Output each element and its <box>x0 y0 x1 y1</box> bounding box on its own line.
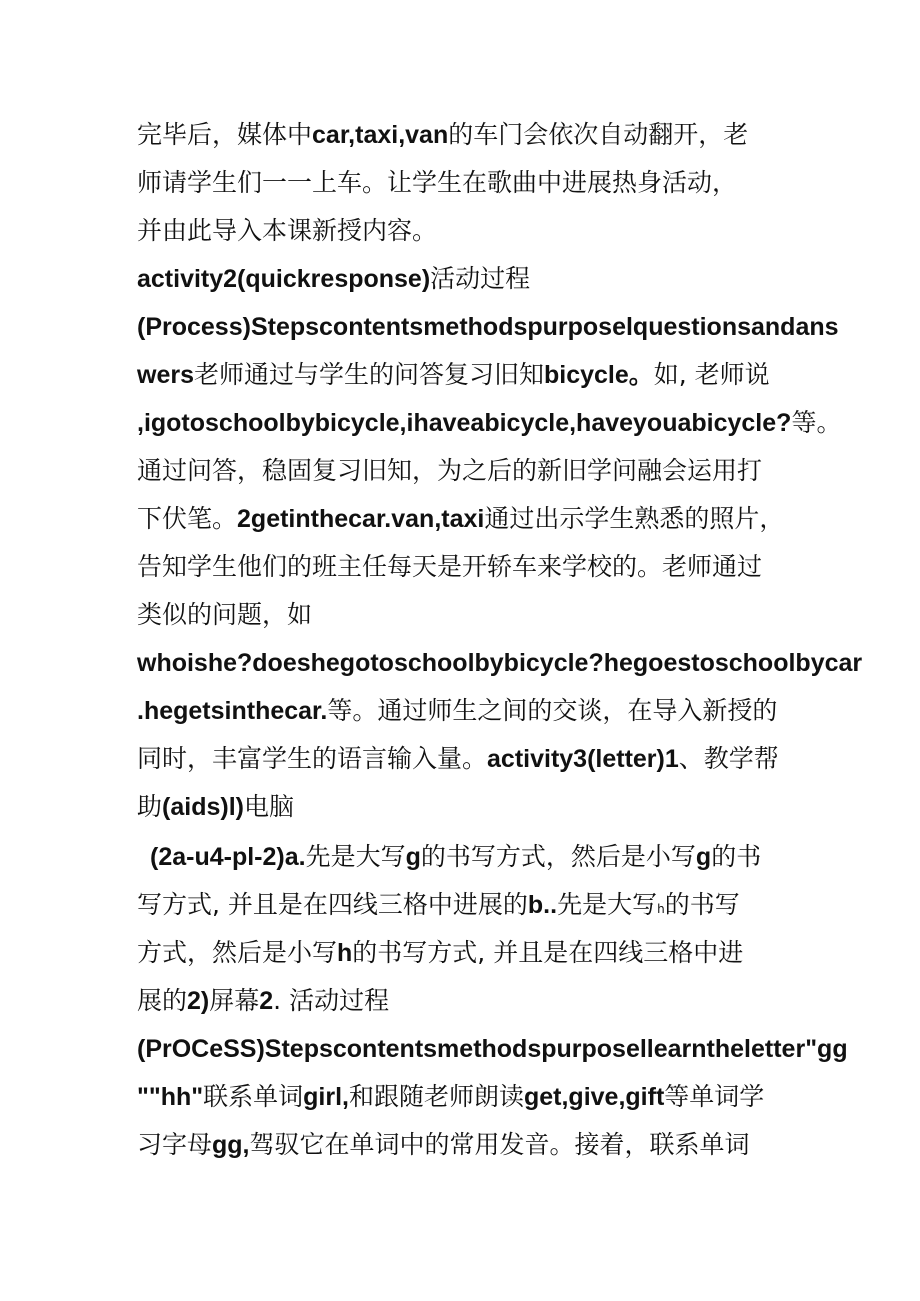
text-segment: 下伏笔。 <box>137 504 238 533</box>
text-segment: h <box>337 939 353 967</box>
text-segment: 等。 <box>791 408 842 437</box>
text-segment: 和跟随老师朗读 <box>348 1082 524 1111</box>
text-segment: 师请学生们一一上车。让学生在歌曲中进展热身活动， <box>137 168 738 197</box>
text-segment: 展的 <box>137 986 188 1015</box>
text-line <box>137 406 842 440</box>
text-segment: 的车门会依次自动翻开，老 <box>448 120 749 149</box>
text-segment: 写方式, 并且是在四线三格中进展的 <box>137 890 528 919</box>
text-segment: girl, <box>303 1083 349 1111</box>
text-segment: 类似的问题，如 <box>137 600 313 629</box>
text-segment: 驾驭它在单词中的常用发音。接着，联系单词 <box>249 1130 750 1159</box>
text-segment: 告知学生他们的班主任每天是开轿车来学校的。老师通过 <box>137 552 763 581</box>
text-segment: 屏幕 <box>209 986 260 1015</box>
text-line <box>137 888 797 926</box>
text-line <box>137 166 797 200</box>
text-line <box>137 1128 797 1162</box>
text-segment: 完毕后，媒体中 <box>137 120 313 149</box>
text-line <box>137 742 797 776</box>
text-segment: bicycle。 <box>544 361 654 389</box>
text-segment: (Process)Stepscontentsmethodspurposelquestionsandans <box>137 313 839 341</box>
text-line <box>137 454 797 488</box>
text-line <box>137 936 797 970</box>
text-segment: 等。通过师生之间的交谈，在导入新授的 <box>327 696 778 725</box>
text-segment: 通过问答，稳固复习旧知，为之后的新旧学问融会运用打 <box>137 456 763 485</box>
text-segment: get,give,gift <box>523 1083 665 1111</box>
text-segment: activity2(quickresponse) <box>137 265 431 293</box>
text-segment: car,taxi,van <box>312 121 449 149</box>
text-line <box>137 262 797 296</box>
text-segment: 2) <box>187 987 210 1015</box>
text-segment: 活动过程 <box>430 264 531 293</box>
text-segment: 同时，丰富学生的语言输入量。 <box>137 744 488 773</box>
text-line <box>137 646 863 680</box>
text-segment: ""hh" <box>137 1083 204 1111</box>
text-segment: .hegetsinthecar. <box>137 697 328 725</box>
text-segment: 如, 老师说 <box>653 360 770 389</box>
text-segment: b.. <box>527 891 558 919</box>
text-segment: 的书写方式，然后是小写 <box>420 842 696 871</box>
text-segment: 助 <box>137 792 163 821</box>
text-segment: 先是大写 <box>305 842 406 871</box>
text-segment: . 活动过程 <box>273 986 390 1015</box>
text-line <box>137 1080 797 1114</box>
text-line <box>137 550 797 584</box>
text-segment: 老师通过与学生的问答复习旧知 <box>193 360 544 389</box>
text-segment: 方式，然后是小写 <box>137 938 338 967</box>
text-line <box>137 118 797 152</box>
text-segment: 并由此导入本课新授内容。 <box>137 216 438 245</box>
text-segment: whoishe?doeshegotoschoolbybicycle?hegoestoschoolbycar <box>137 649 863 677</box>
text-line <box>137 310 839 344</box>
text-line <box>137 598 797 632</box>
text-segment: g <box>695 843 712 871</box>
text-line <box>137 1032 848 1066</box>
text-segment: (aids)l) <box>162 793 244 821</box>
text-line <box>137 214 797 248</box>
text-segment: (PrOCeSS)Stepscontentsmethodspurposellearntheletter"gg <box>137 1035 848 1063</box>
text-segment: 习字母 <box>137 1130 213 1159</box>
text-segment: 等单词学 <box>664 1082 765 1111</box>
text-segment: 的书 <box>711 842 762 871</box>
text-segment: (2a-u4-pl-2)a. <box>150 843 306 871</box>
text-line <box>137 694 797 728</box>
text-line <box>137 502 797 536</box>
text-segment: activity3(letter)1 <box>487 745 679 773</box>
text-segment: h <box>657 902 665 916</box>
text-segment: 电脑 <box>243 792 294 821</box>
text-segment: g <box>405 843 421 871</box>
text-line <box>150 840 810 874</box>
text-segment: wers <box>137 361 194 389</box>
text-segment: 的书写 <box>664 890 740 919</box>
text-segment: 通过出示学生熟悉的照片， <box>484 504 785 533</box>
text-line <box>137 358 797 392</box>
text-segment: 、教学帮 <box>678 744 779 773</box>
text-segment: 2 <box>259 987 274 1015</box>
text-segment: gg, <box>212 1131 250 1159</box>
text-segment: 的书写方式, 并且是在四线三格中进 <box>352 938 744 967</box>
text-segment: 2getinthecar.van,taxi <box>237 505 485 533</box>
text-line <box>137 984 797 1018</box>
text-line <box>137 790 797 824</box>
text-segment: 联系单词 <box>203 1082 304 1111</box>
text-segment: 先是大写 <box>557 890 658 919</box>
text-segment: ,igotoschoolbybicycle,ihaveabicycle,haveyouabicycle? <box>137 409 792 437</box>
